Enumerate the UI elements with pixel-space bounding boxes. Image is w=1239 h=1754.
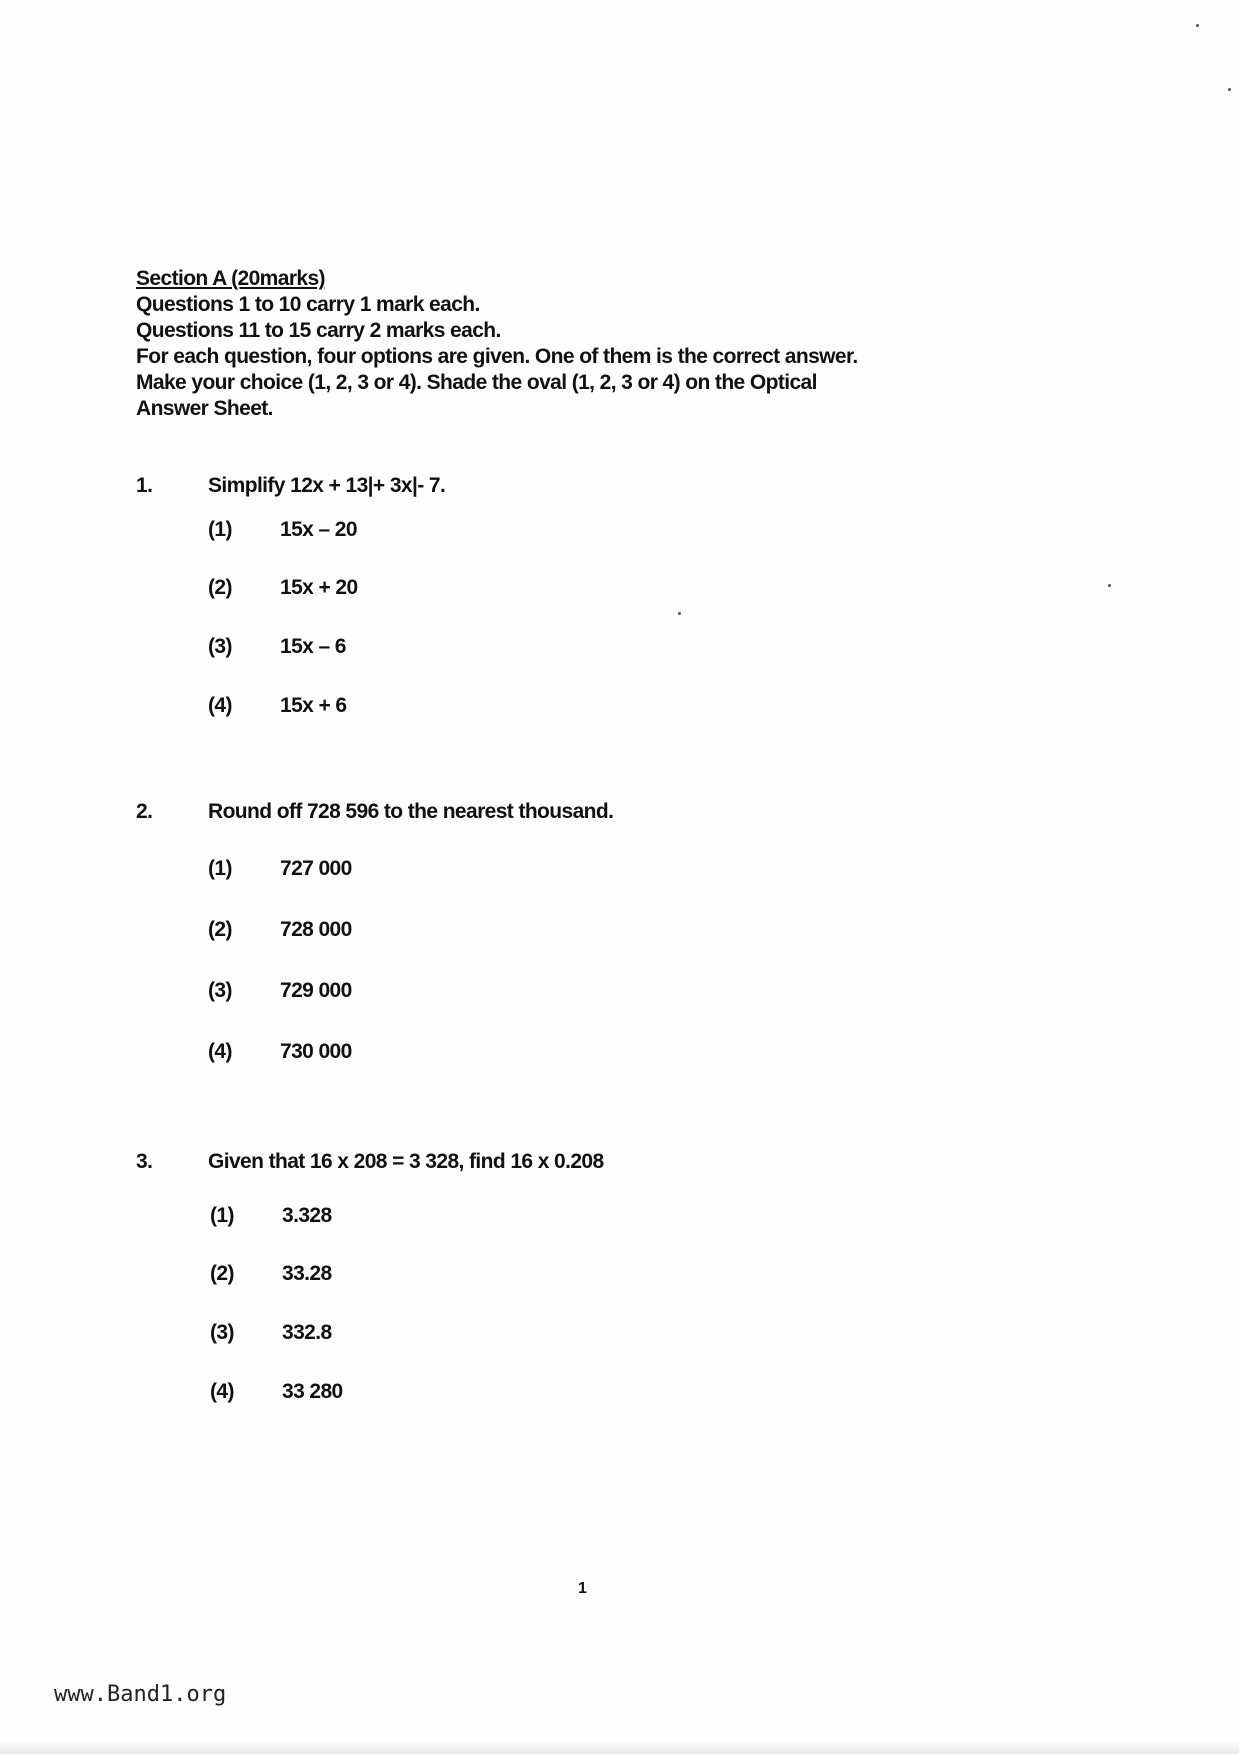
instruction-line: For each question, four options are given. One of them is the correct answer. xyxy=(136,345,858,368)
footer-url: www.Band1.org xyxy=(54,1682,227,1707)
scan-speck xyxy=(1108,584,1111,587)
question-text: Simplify 12x + 13|+ 3x|- 7. xyxy=(208,474,446,497)
option-label: (1) xyxy=(208,518,232,541)
section-title: Section A (20marks) xyxy=(136,267,325,290)
option-label: (4) xyxy=(208,694,232,717)
option-value: 33.28 xyxy=(282,1262,332,1285)
option-label: (4) xyxy=(210,1380,234,1403)
option-value: 15x + 6 xyxy=(280,694,347,717)
option-label: (2) xyxy=(208,918,232,941)
instruction-line: Answer Sheet. xyxy=(136,397,273,420)
option-value: 728 000 xyxy=(280,918,352,941)
scan-bottom-edge xyxy=(0,1740,1239,1754)
question-number: 2. xyxy=(136,800,153,823)
instruction-line: Make your choice (1, 2, 3 or 4). Shade the oval (1, 2, 3 or 4) on the Optical xyxy=(136,371,817,394)
question-number: 3. xyxy=(136,1150,153,1173)
option-value: 727 000 xyxy=(280,857,352,880)
page-number: 1 xyxy=(578,1580,587,1597)
option-label: (3) xyxy=(208,635,232,658)
option-value: 332.8 xyxy=(282,1321,332,1344)
option-label: (3) xyxy=(210,1321,234,1344)
option-value: 3.328 xyxy=(282,1204,332,1227)
option-label: (1) xyxy=(210,1204,234,1227)
option-label: (2) xyxy=(210,1262,234,1285)
instruction-line: Questions 1 to 10 carry 1 mark each. xyxy=(136,293,480,316)
option-label: (4) xyxy=(208,1040,232,1063)
scan-speck xyxy=(1196,24,1199,27)
instruction-line: Questions 11 to 15 carry 2 marks each. xyxy=(136,319,501,342)
scan-speck xyxy=(678,612,681,615)
option-value: 15x – 6 xyxy=(280,635,346,658)
scan-speck xyxy=(1228,88,1231,91)
option-value: 15x + 20 xyxy=(280,576,358,599)
option-label: (1) xyxy=(208,857,232,880)
option-label: (3) xyxy=(208,979,232,1002)
option-value: 33 280 xyxy=(282,1380,343,1403)
question-text: Given that 16 x 208 = 3 328, find 16 x 0.208 xyxy=(208,1150,604,1173)
option-label: (2) xyxy=(208,576,232,599)
option-value: 15x – 20 xyxy=(280,518,357,541)
section-header xyxy=(136,266,1036,422)
question-number: 1. xyxy=(136,474,153,497)
question-text: Round off 728 596 to the nearest thousand. xyxy=(208,800,614,823)
option-value: 729 000 xyxy=(280,979,352,1002)
option-value: 730 000 xyxy=(280,1040,352,1063)
